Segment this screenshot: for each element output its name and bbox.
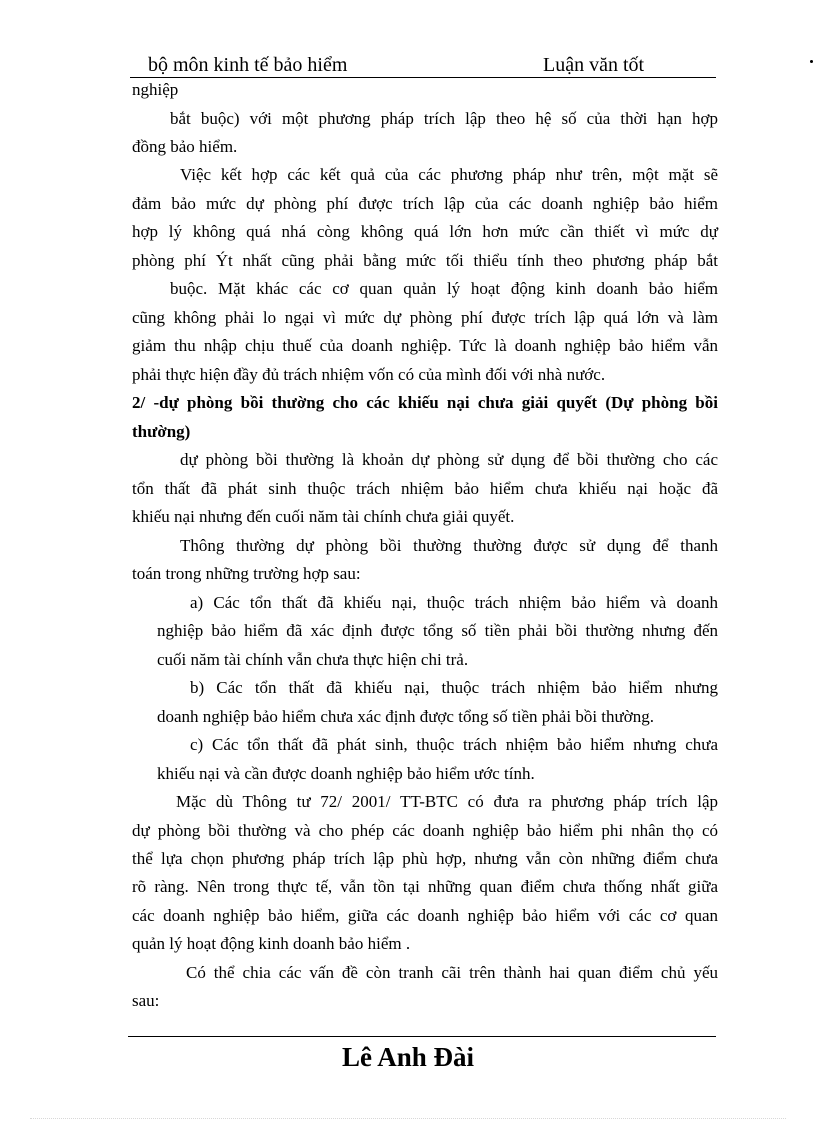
body-line: Việc kết hợp các kết quả của các phương pháp như trên, một mặt sẽ <box>180 165 718 184</box>
body-line: phòng phí Ýt nhất cũng phải bằng mức tối thiểu tính theo phương pháp bắt <box>132 251 718 270</box>
body-line: cũng không phải lo ngại vì mức dự phòng phí được trích lập quá lớn và làm <box>132 308 718 327</box>
body-line: bắt buộc) với một phương pháp trích lập theo hệ số của thời hạn hợp <box>170 109 718 128</box>
footer-author-name: Lê Anh Đài <box>341 1042 475 1072</box>
body-line: khiếu nại nhưng đến cuối năm tài chính chưa giải quyết. <box>132 507 515 526</box>
body-line: Có thể chia các vấn đề còn tranh cãi trên thành hai quan điểm chủ yếu <box>186 963 718 982</box>
page-edge-dots <box>30 1118 786 1119</box>
body-line: Thông thường dự phòng bồi thường thường được sử dụng để thanh <box>180 536 718 555</box>
section-heading: thường) <box>132 422 191 441</box>
body-line: các doanh nghiệp bảo hiểm, giữa các doanh nghiệp bảo hiểm với các cơ quan <box>132 906 718 925</box>
section-heading: 2/ -dự phòng bồi thường cho các khiếu nại chưa giải quyết (Dự phòng bồi <box>132 393 718 412</box>
body-line: quản lý hoạt động kinh doanh bảo hiểm . <box>132 934 411 953</box>
list-item: cuối năm tài chính vẫn chưa thực hiện chi trả. <box>157 650 469 669</box>
header-department: bộ môn kinh tế bảo hiểm <box>148 54 348 76</box>
body-line: nghiệp <box>132 80 179 99</box>
footer-rule <box>128 1036 716 1037</box>
body-line: buộc. Mặt khác các cơ quan quản lý hoạt động kinh doanh bảo hiểm <box>170 279 718 298</box>
list-item: b) Các tổn thất đã khiếu nại, thuộc trách nhiệm bảo hiểm nhưng <box>190 678 718 697</box>
body-line: Mặc dù Thông tư 72/ 2001/ TT-BTC có đưa ra phương pháp trích lập <box>176 792 718 811</box>
body-line: tổn thất đã phát sinh thuộc trách nhiệm bảo hiểm chưa khiếu nại hoặc đã <box>132 479 718 498</box>
body-line: rõ ràng. Nên trong thực tế, vẫn tồn tại những quan điểm chưa thống nhất giữa <box>132 877 718 896</box>
header-thesis-title: Luận văn tốt <box>543 54 645 76</box>
header-rule <box>130 77 716 78</box>
corner-mark <box>810 60 813 63</box>
body-line: phải thực hiện đầy đủ trách nhiệm vốn có của mình đối với nhà nước. <box>132 365 606 384</box>
body-line: hợp lý không quá nhá còng không quá lớn hơn mức cần thiết vì mức dự <box>132 222 718 241</box>
list-item: khiếu nại và cần được doanh nghiệp bảo hiểm ước tính. <box>157 764 535 783</box>
body-line: dự phòng bồi thường là khoản dự phòng sử dụng để bồi thường cho các <box>180 450 718 469</box>
list-item: a) Các tổn thất đã khiếu nại, thuộc trách nhiệm bảo hiểm và doanh <box>190 593 718 612</box>
body-line: đồng bảo hiểm. <box>132 137 238 156</box>
list-item: c) Các tổn thất đã phát sinh, thuộc trách nhiệm bảo hiểm nhưng chưa <box>190 735 718 754</box>
body-line: sau: <box>132 991 160 1010</box>
list-item: doanh nghiệp bảo hiểm chưa xác định được tổng số tiền phải bồi thường. <box>157 707 654 726</box>
body-line: giảm thu nhập chịu thuế của doanh nghiệp. Tức là doanh nghiệp bảo hiểm vẫn <box>132 336 718 355</box>
body-line: đảm bảo mức dự phòng phí được trích lập của các doanh nghiệp bảo hiểm <box>132 194 718 213</box>
body-line: thể lựa chọn phương pháp trích lập phù hợp, nhưng vẫn còn những điểm chưa <box>132 849 718 868</box>
list-item: nghiệp bảo hiểm đã xác định được tổng số tiền phải bồi thường nhưng đến <box>157 621 718 640</box>
body-line: toán trong những trường hợp sau: <box>132 564 361 583</box>
body-line: dự phòng bồi thường và cho phép các doanh nghiệp bảo hiểm phi nhân thọ có <box>132 821 718 840</box>
